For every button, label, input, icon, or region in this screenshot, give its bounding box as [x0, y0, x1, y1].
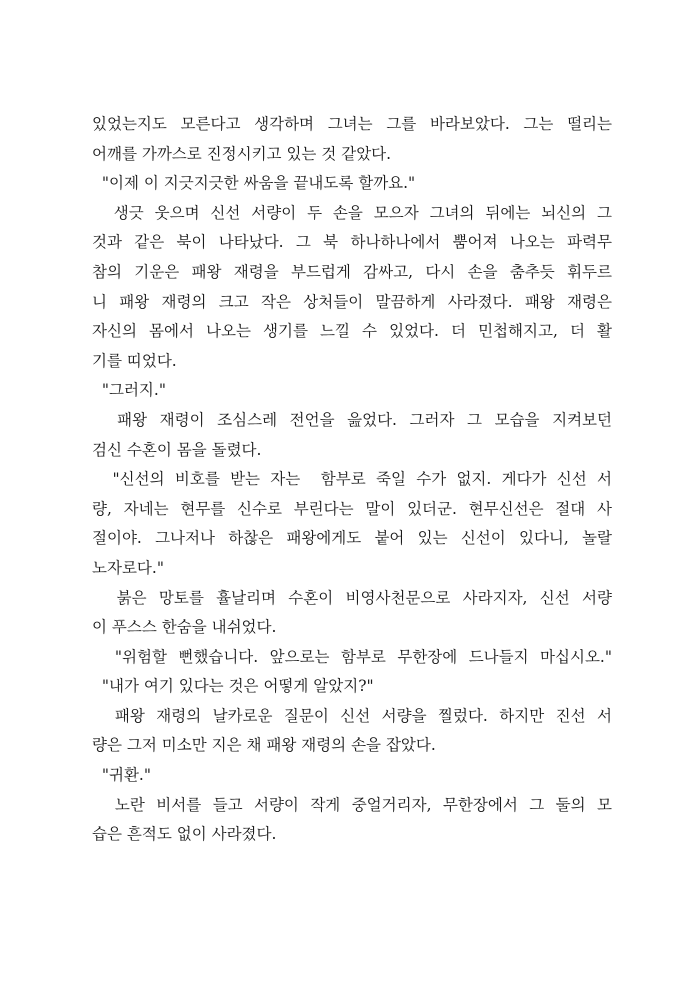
text-line: 패왕 재령의 날카로운 질문이 신선 서량을 찔렀다. 하지만 진선 서 — [92, 706, 612, 725]
text-line: 기를 띠었다. — [92, 351, 177, 370]
text-line: "신선의 비호를 받는 자는 함부로 죽일 수가 없지. 게다가 신선 서 — [92, 470, 612, 489]
text-line: "이제 이 지긋지긋한 싸움을 끝내도록 할까요." — [92, 174, 416, 193]
body-text — [92, 110, 612, 850]
text-line: 노자로다." — [92, 558, 164, 577]
text-line: 노란 비서를 들고 서량이 작게 중얼거리자, 무한장에서 그 둘의 모 — [92, 795, 612, 814]
text-line: 것과 같은 북이 나타났다. 그 북 하나하나에서 뿜어져 나오는 파력무 — [92, 233, 612, 252]
text-line: "위험할 뻔했습니다. 앞으로는 함부로 무한장에 드나들지 마십시오." — [92, 647, 612, 666]
text-line: 패왕 재령이 조심스레 전언을 읊었다. 그러자 그 모습을 지켜보던 — [92, 410, 612, 429]
text-line: 있었는지도 모른다고 생각하며 그녀는 그를 바라보았다. 그는 떨리는 — [92, 115, 612, 133]
text-line: 참의 기운은 패왕 재령을 부드럽게 감싸고, 다시 손을 춤추듯 휘두르 — [92, 262, 612, 281]
text-line: 량, 자네는 현무를 신수로 부린다는 말이 있더군. 현무신선은 절대 사 — [92, 499, 612, 518]
text-line: 절이야. 그나저나 하찮은 패왕에게도 붙어 있는 신선이 있다니, 놀랄 — [92, 529, 612, 548]
text-line: 이 푸스스 한숨을 내쉬었다. — [92, 618, 277, 637]
text-line: "귀환." — [92, 766, 151, 785]
text-line: 자신의 몸에서 나오는 생기를 느낄 수 있었다. 더 민첩해지고, 더 활 — [92, 322, 612, 341]
text-line: 생긋 웃으며 신선 서량이 두 손을 모으자 그녀의 뒤에는 뇌신의 그 — [92, 203, 612, 222]
text-line: 붉은 망토를 휼날리며 수혼이 비영사천문으로 사라지자, 신선 서량 — [92, 588, 612, 607]
text-line: 습은 흔적도 없이 사라졌다. — [92, 825, 277, 844]
text-line: "그러지." — [92, 381, 166, 400]
text-line: 니 패왕 재령의 크고 작은 상처들이 말끔하게 사라졌다. 패왕 재령은 — [92, 292, 612, 311]
text-line: 량은 그저 미소만 지은 채 패왕 재령의 손을 잡았다. — [92, 736, 436, 755]
text-line: 어깨를 가까스로 진정시키고 있는 것 같았다. — [92, 144, 392, 163]
text-line: 검신 수혼이 몸을 돌렸다. — [92, 440, 262, 459]
text-line: "내가 여기 있다는 것은 어떻게 알았지?" — [92, 677, 374, 696]
